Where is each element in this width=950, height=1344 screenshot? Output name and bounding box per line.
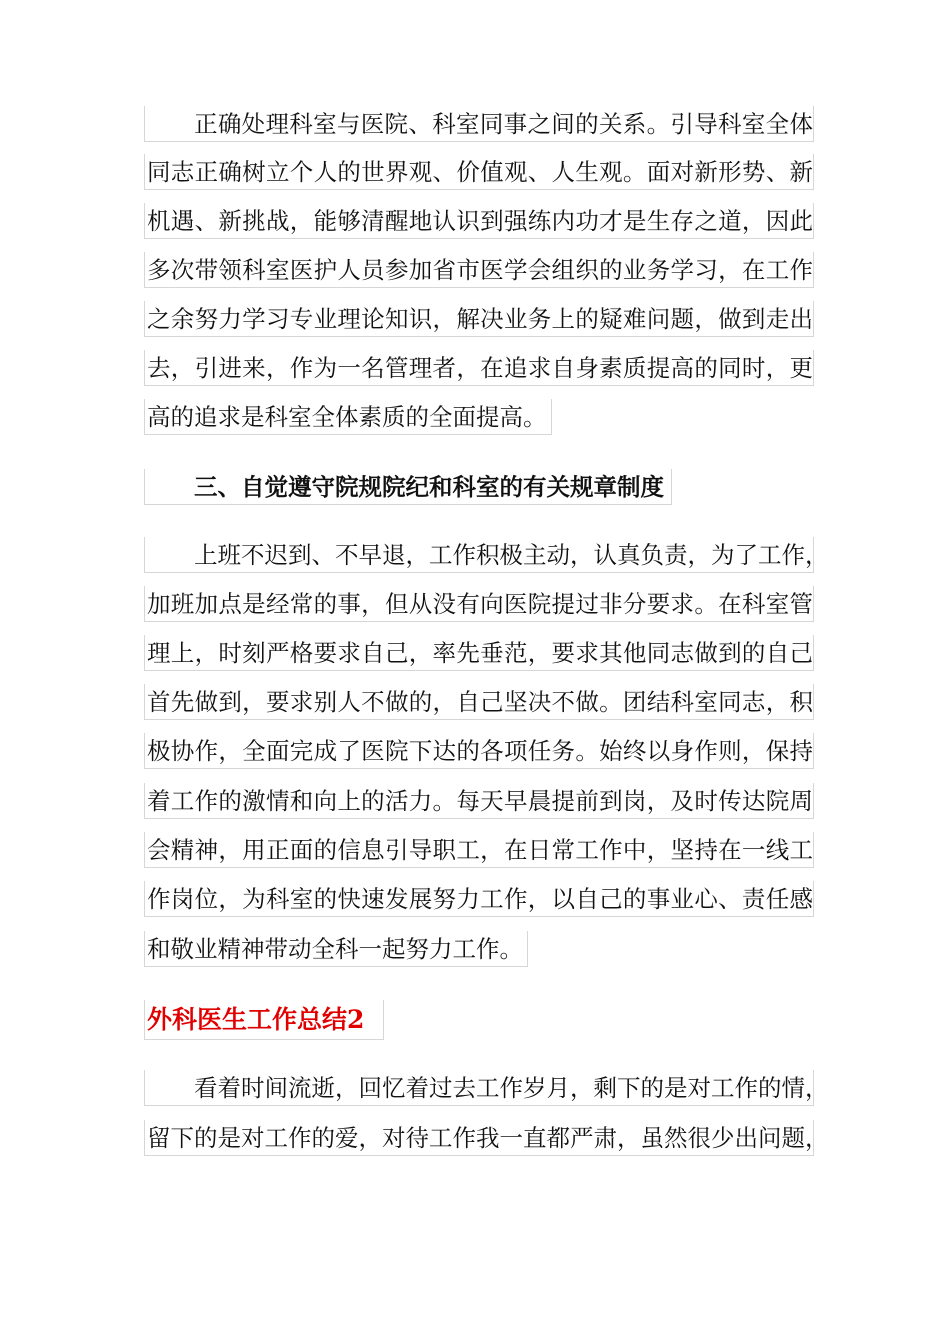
paragraph-1-line-7: 高的追求是科室全体素质的全面提高。 <box>144 399 552 435</box>
paragraph-2-line-4: 首先做到，要求别人不做的，自己坚决不做。团结科室同志，积 <box>144 684 814 720</box>
paragraph-2-line-1: 上班不迟到、不早退，工作积极主动，认真负责，为了工作， <box>144 537 814 573</box>
paragraph-2-line-5: 极协作，全面完成了医院下达的各项任务。始终以身作则，保持 <box>144 733 814 769</box>
paragraph-2-line-2: 加班加点是经常的事，但从没有向医院提过非分要求。在科室管 <box>144 586 814 622</box>
paragraph-2-line-9: 和敬业精神带动全科一起努力工作。 <box>144 931 528 967</box>
paragraph-1-line-1: 正确处理科室与医院、科室同事之间的关系。引导科室全体 <box>144 106 814 142</box>
paragraph-1-line-2: 同志正确树立个人的世界观、价值观、人生观。面对新形势、新 <box>144 154 814 190</box>
paragraph-1-line-4: 多次带领科室医护人员参加省市医学会组织的业务学习，在工作 <box>144 252 814 288</box>
paragraph-2-line-7: 会精神，用正面的信息引导职工，在日常工作中，坚持在一线工 <box>144 832 814 868</box>
paragraph-2-line-3: 理上，时刻严格要求自己，率先垂范，要求其他同志做到的自己 <box>144 635 814 671</box>
document-title-2: 外科医生工作总结2 <box>144 1000 384 1040</box>
paragraph-1-line-5: 之余努力学习专业理论知识，解决业务上的疑难问题，做到走出 <box>144 301 814 337</box>
paragraph-2-line-6: 着工作的激情和向上的活力。每天早晨提前到岗，及时传达院周 <box>144 783 814 819</box>
paragraph-1-line-6: 去，引进来，作为一名管理者，在追求自身素质提高的同时，更 <box>144 350 814 386</box>
section-heading-3: 三、自觉遵守院规院纪和科室的有关规章制度 <box>144 469 672 505</box>
paragraph-3-line-1: 看着时间流逝，回忆着过去工作岁月，剩下的是对工作的情， <box>144 1070 814 1106</box>
paragraph-1-line-3: 机遇、新挑战，能够清醒地认识到强练内功才是生存之道，因此 <box>144 203 814 239</box>
paragraph-2-line-8: 作岗位，为科室的快速发展努力工作，以自己的事业心、责任感 <box>144 881 814 917</box>
paragraph-3-line-2: 留下的是对工作的爱，对待工作我一直都严肃，虽然很少出问题， <box>144 1120 814 1156</box>
